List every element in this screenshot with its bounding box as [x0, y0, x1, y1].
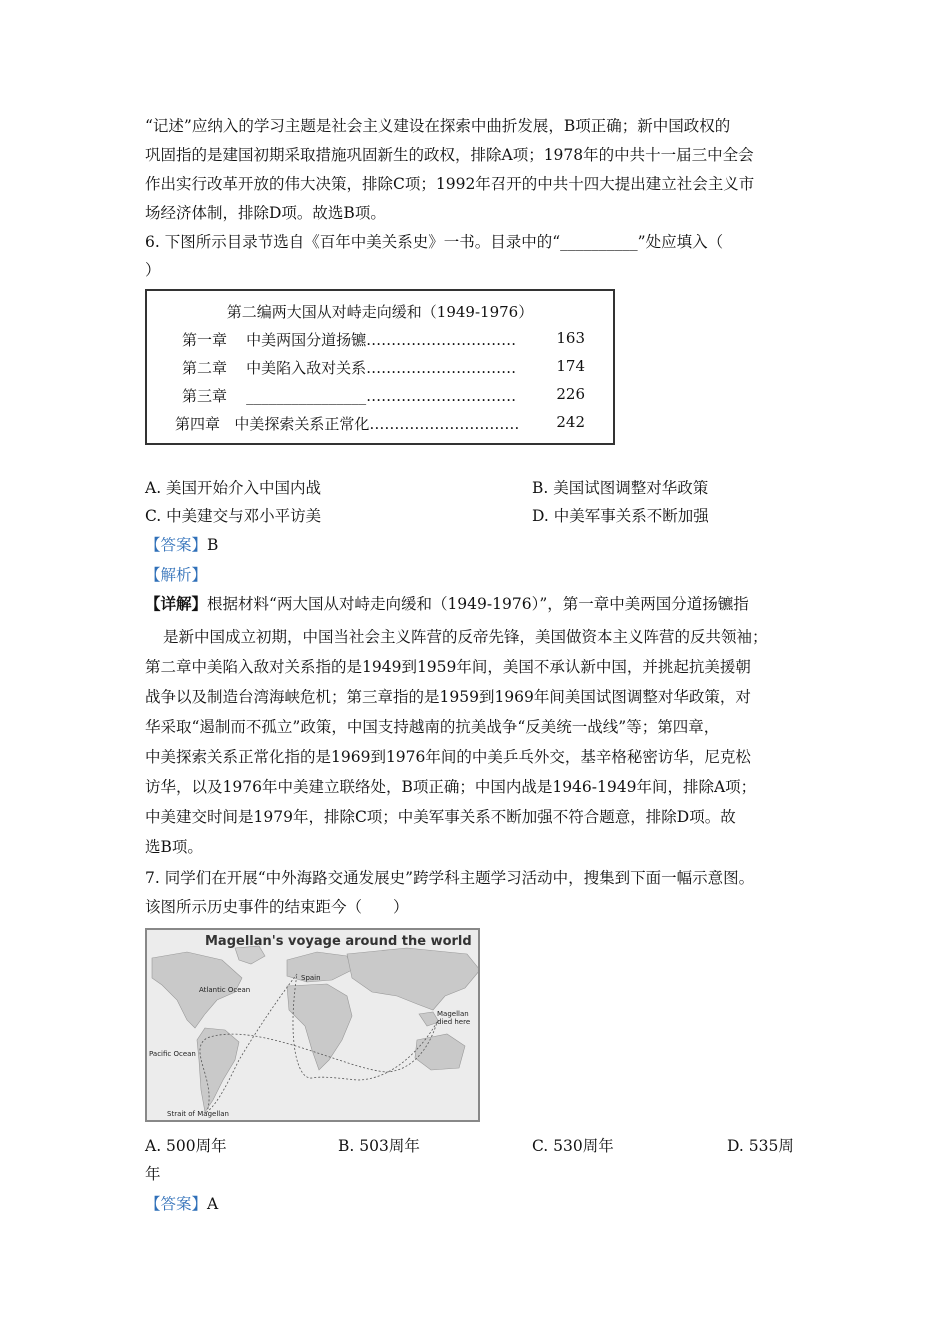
toc-page-number: 226 [556, 385, 585, 403]
q7-stem-line-1: 7. 同学们在开展“中外海路交通发展史”跨学科主题学习活动中，搜集到下面一幅示意图。 [145, 869, 755, 887]
toc-chapter: 第三章 [182, 387, 228, 405]
q7-answer [145, 1194, 218, 1214]
answer-value: B [207, 536, 219, 554]
q6-detail-line-6: 中美探索关系正常化指的是1969到1976年间的中美乒乓外交，基辛格秘密访华，尼克松 [145, 748, 751, 766]
toc-leader: ………………………… [369, 415, 520, 433]
q7-option-c: C. 530周年 [532, 1137, 614, 1155]
toc-page-number: 163 [556, 329, 585, 347]
q6-detail-line-2: 是新中国成立初期，中国当社会主义阵营的反帝先锋，美国做资本主义阵营的反共领袖； [163, 628, 768, 646]
prev-answer-line-3: 作出实行改革开放的伟大决策，排除C项；1992年召开的中共十四大提出建立社会主义市 [145, 175, 755, 193]
q7-option-b: B. 503周年 [338, 1137, 420, 1155]
q6-detail-line-8: 中美建交时间是1979年，排除C项；中美军事关系不断加强不符合题意，排除D项。故 [145, 808, 736, 826]
toc-row [182, 329, 516, 350]
q6-detail-line-3: 第二章中美陷入敌对关系指的是1949到1959年间，美国不承认新中国，并挑起抗美援朝 [145, 658, 751, 676]
prev-answer-line-2: 巩固指的是建国初期采取措施巩固新生的政权，排除A项；1978年的中共十一届三中全会 [145, 146, 754, 164]
toc-title: 第二编两大国从对峙走向缓和（1949-1976） [226, 303, 534, 321]
q6-detail-line-5: 华采取“遏制而不孤立”政策，中国支持越南的抗美战争“反美统一战线”等；第四章， [145, 718, 720, 736]
q6-detail-line-7: 访华，以及1976年中美建立联络处，B项正确；中国内战是1946-1949年间，排除A项； [145, 778, 757, 796]
toc-row [175, 413, 519, 434]
toc-chapter: 第四章 [175, 415, 221, 433]
toc-leader: ………………………… [366, 387, 517, 405]
toc-page-number: 174 [556, 357, 585, 375]
toc-chapter-name: 中美两国分道扬镳 [246, 331, 367, 349]
magellan-voyage-map [145, 928, 480, 1122]
toc-chapter: 第二章 [182, 359, 228, 377]
q7-option-a: A. 500周年 [145, 1137, 227, 1155]
world-map-drawing [147, 930, 480, 1122]
q6-detail-line-4: 战争以及制造台湾海峡危机；第三章指的是1959到1969年间美国试图调整对华政策，对 [145, 688, 751, 706]
detail-label: 【详解】 [145, 594, 208, 613]
q6-option-d: D. 中美军事关系不断加强 [532, 507, 709, 525]
q6-analysis-label: 【解析】 [145, 566, 208, 584]
map-title: Magellan's voyage around the world [205, 934, 472, 949]
toc-row [182, 385, 516, 406]
prev-answer-line-4: 场经济体制，排除D项。故选B项。 [145, 204, 386, 222]
toc-chapter-blank: ________________ [246, 387, 367, 405]
q6-stem-line-1: 6. 下图所示目录节选自《百年中美关系史》一书。目录中的“__________”处应填入（ [145, 233, 724, 251]
detail-text: 根据材料“两大国从对峙走向缓和（1949-1976）”，第一章中美两国分道扬镳指 [207, 595, 749, 613]
toc-leader: ………………………… [366, 331, 517, 349]
q6-answer [145, 535, 218, 555]
q7-option-d: D. 535周 [727, 1137, 794, 1155]
toc-chapter-name: 中美陷入敌对关系 [246, 359, 367, 377]
answer-value: A [207, 1195, 219, 1213]
toc-leader: ………………………… [366, 359, 517, 377]
map-label-pacific: Pacific Ocean [149, 1050, 196, 1058]
q6-option-c: C. 中美建交与邓小平访美 [145, 507, 322, 525]
map-label-atlantic: Atlantic Ocean [199, 986, 251, 994]
answer-label: 【答案】 [145, 536, 208, 554]
q6-table-of-contents [145, 289, 615, 445]
prev-answer-line-1: “记述”应纳入的学习主题是社会主义建设在探索中曲折发展，B项正确；新中国政权的 [145, 117, 731, 135]
map-label-spain: Spain [301, 974, 321, 982]
toc-chapter: 第一章 [182, 331, 228, 349]
q7-option-d-wrap: 年 [145, 1165, 161, 1183]
toc-chapter-name: 中美探索关系正常化 [234, 415, 370, 433]
map-label-strait: Strait of Magellan [167, 1110, 229, 1118]
q7-stem-line-2: 该图所示历史事件的结束距今（ ） [145, 898, 409, 916]
answer-label: 【答案】 [145, 1195, 208, 1213]
q6-stem-line-2: ） [145, 261, 161, 279]
toc-row [182, 357, 516, 378]
q6-detail-line-9: 选B项。 [145, 838, 203, 856]
toc-page-number: 242 [556, 413, 585, 431]
q6-option-a: A. 美国开始介入中国内战 [145, 479, 322, 497]
map-label-magellan-died: Magellan died here [437, 1010, 471, 1026]
q6-option-b: B. 美国试图调整对华政策 [532, 479, 709, 497]
q6-detail-line-1 [145, 594, 749, 614]
